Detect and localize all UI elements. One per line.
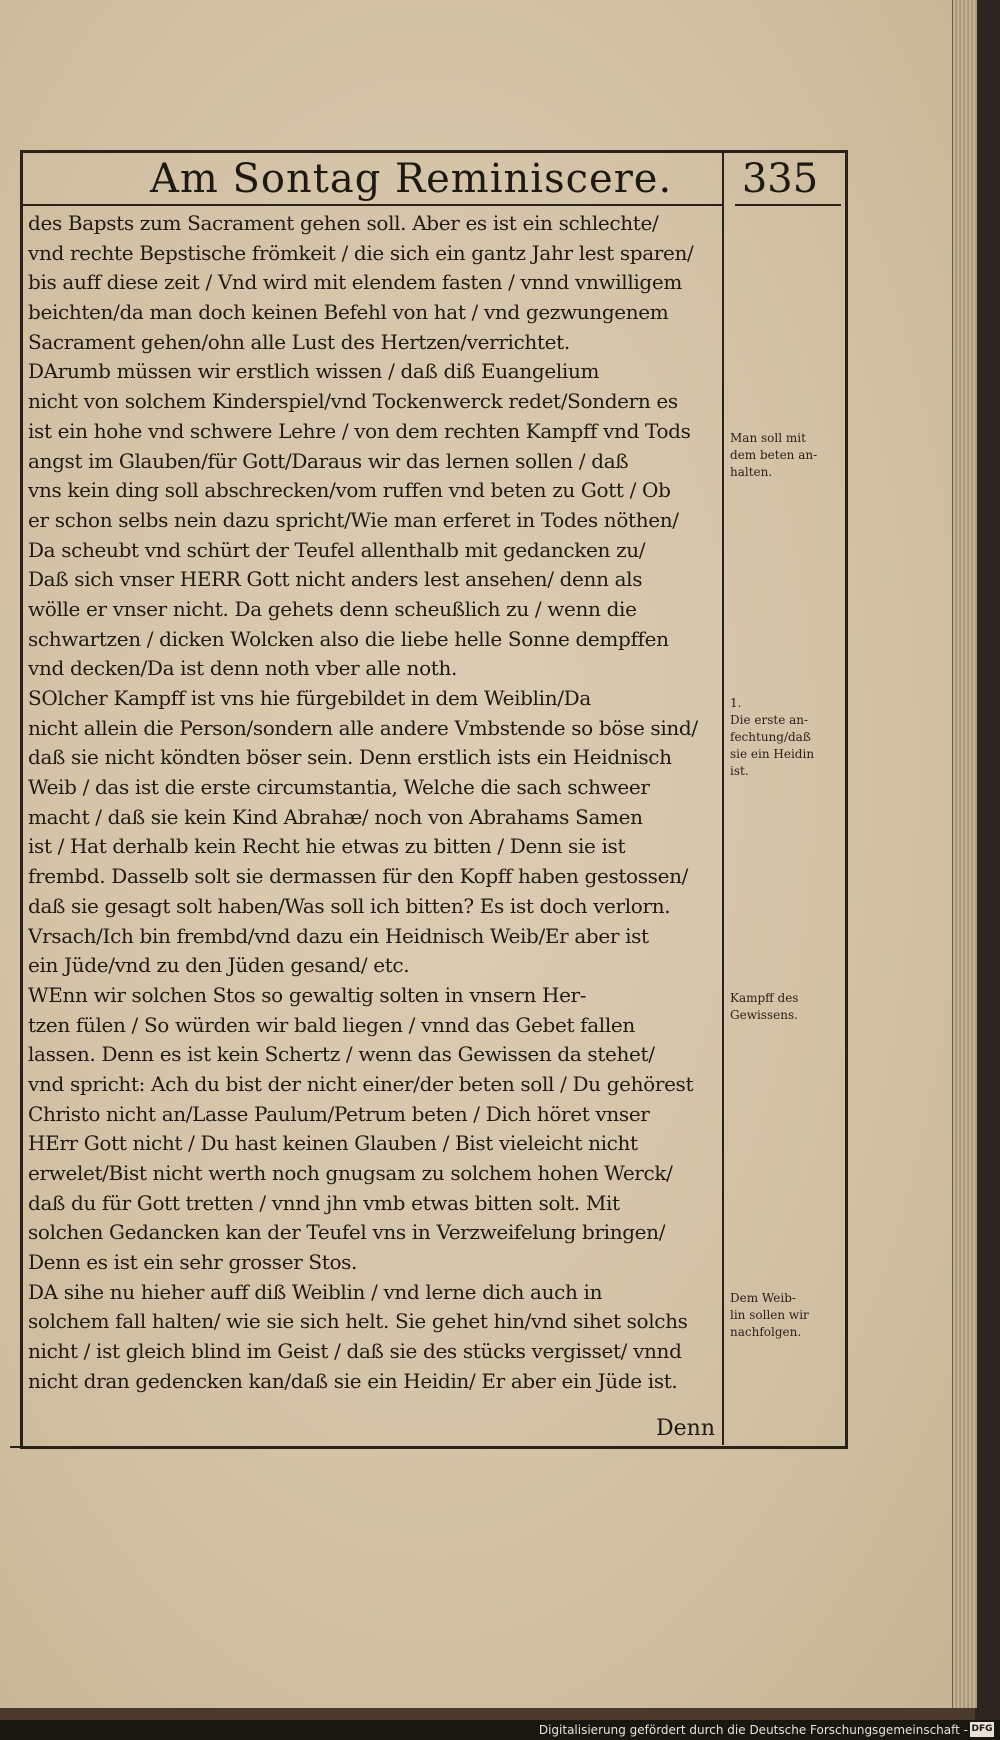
text-line: vns kein ding soll abschrecken/vom ruffen vnd beten zu Gott / Ob [28,478,671,503]
text-line: SOlcher Kampff ist vns hie fürgebildet in dem Weiblin/Da [28,686,591,710]
text-line: daß du für Gott tretten / vnnd jhn vmb etwas bitten solt. Mit [28,1190,620,1215]
text-line: Daß sich vnser HERR Gott nicht anders lest ansehen/ denn als [28,567,643,592]
text-line: Weib / das ist die erste circumstantia, Welche die sach schweer [28,775,650,800]
text-line: vnd spricht: Ach du bist der nicht einer/der beten soll / Du gehörest [28,1071,694,1096]
text-line: erwelet/Bist nicht werth noch gnugsam zu solchem hohen Werck/ [28,1161,673,1185]
text-line: vnd decken/Da ist denn noth vber alle noth. [28,656,457,681]
margin-note: Dem Weib- lin sollen wir nachfolgen. [730,1291,809,1339]
text-line: WEnn wir solchen Stos so gewaltig solten in vnsern Her- [28,982,587,1007]
text-line: angst im Glauben/für Gott/Daraus wir das lernen sollen / daß [28,448,629,473]
body-text [28,209,724,1397]
text-line: er schon selbs nein dazu spricht/Wie man erferet in Todes nöthen/ [28,507,679,532]
text-line: nicht von solchem Kinderspiel/vnd Tockenwerck redet/Sondern es [28,389,678,414]
text-line: Christo nicht an/Lasse Paulum/Petrum beten / Dich höret vnser [28,1101,650,1126]
text-line: tzen fülen / So würden wir bald liegen / vnnd das Gebet fallen [28,1012,635,1037]
text-line: des Bapsts zum Sacrament gehen soll. Aber es ist ein schlechte/ [28,211,659,235]
text-line: nicht dran gedencken kan/daß sie ein Heidin/ Er aber ein Jüde ist. [28,1368,678,1393]
page-edges [952,0,977,1708]
text-line: wölle er vnser nicht. Da gehets denn scheußlich zu / wenn die [28,596,637,621]
text-line: ist ein hohe vnd schwere Lehre / von dem rechten Kampff vnd Tods [28,418,691,443]
text-line: nicht allein die Person/sondern alle andere Vmbstende so böse sind/ [28,715,698,740]
text-line: Vrsach/Ich bin frembd/vnd dazu ein Heidnisch Weib/Er aber ist [28,923,649,948]
text-line: solchen Gedancken kan der Teufel vns in Verzweifelung bringen/ [28,1220,666,1245]
text-line: DArumb müssen wir erstlich wissen / daß diß Euangelium [28,359,600,384]
text-line: beichten/da man doch keinen Befehl von hat / vnd gezwungenem [28,300,669,325]
text-line: daß sie nicht köndten böser sein. Denn erstlich ists ein Heidnisch [28,745,672,770]
text-line: Denn es ist ein sehr grosser Stos. [28,1250,358,1275]
margin-note: Kampff des Gewissens. [730,991,799,1022]
text-line: daß sie gesagt solt haben/Was soll ich bitten? Es ist doch verlorn. [28,893,671,918]
text-line: ein Jüde/vnd zu den Jüden gesand/ etc. [28,953,410,978]
running-header: Am Sontag Reminiscere. [150,156,673,202]
text-line: lassen. Denn es ist kein Schertz / wenn das Gewissen da stehet/ [28,1042,655,1067]
margin-header-rule [735,204,841,206]
text-line: frembd. Dasselb solt sie dermassen für den Kopff haben gestossen/ [28,864,688,889]
dfg-logo: DFG [970,1722,994,1737]
text-line: ist / Hat derhalb kein Recht hie etwas zu bitten / Denn sie ist [28,834,626,859]
margin-note: Man soll mit dem beten an- halten. [730,431,818,479]
text-line: vnd rechte Bepstische frömkeit / die sich ein gantz Jahr lest sparen/ [28,240,694,265]
catchword: Denn [656,1416,715,1441]
text-line: schwartzen / dicken Wolcken also die liebe helle Sonne dempffen [28,626,669,651]
text-line: Da scheubt vnd schürt der Teufel allenthalb mit gedancken zu/ [28,537,646,562]
text-line: bis auff diese zeit / Vnd wird mit elendem fasten / vnnd vnwilligem [28,270,682,295]
page-number: 335 [741,156,819,202]
text-line: DA sihe nu hieher auff diß Weiblin / vnd lerne dich auch in [28,1279,603,1304]
text-line: macht / daß sie kein Kind Abrahæ/ noch von Abrahams Samen [28,804,643,829]
text-line: Sacrament gehen/ohn alle Lust des Hertzen/verrichtet. [28,329,570,354]
header-rule [20,204,724,206]
margin-note: 1. Die erste an- fechtung/daß sie ein Heidin ist. [730,696,815,778]
text-line: nicht / ist gleich blind im Geist / daß sie des stücks vergisset/ vnnd [28,1339,682,1364]
text-line: HErr Gott nicht / Du hast keinen Glauben / Bist vieleicht nicht [28,1131,638,1156]
funding-credit: Digitalisierung gefördert durch die Deutsche Forschungsgemeinschaft - [538,1723,968,1737]
bottom-rule [10,1446,716,1448]
text-line: solchem fall halten/ wie sie sich helt. Sie gehet hin/vnd sihet solchs [28,1309,688,1334]
